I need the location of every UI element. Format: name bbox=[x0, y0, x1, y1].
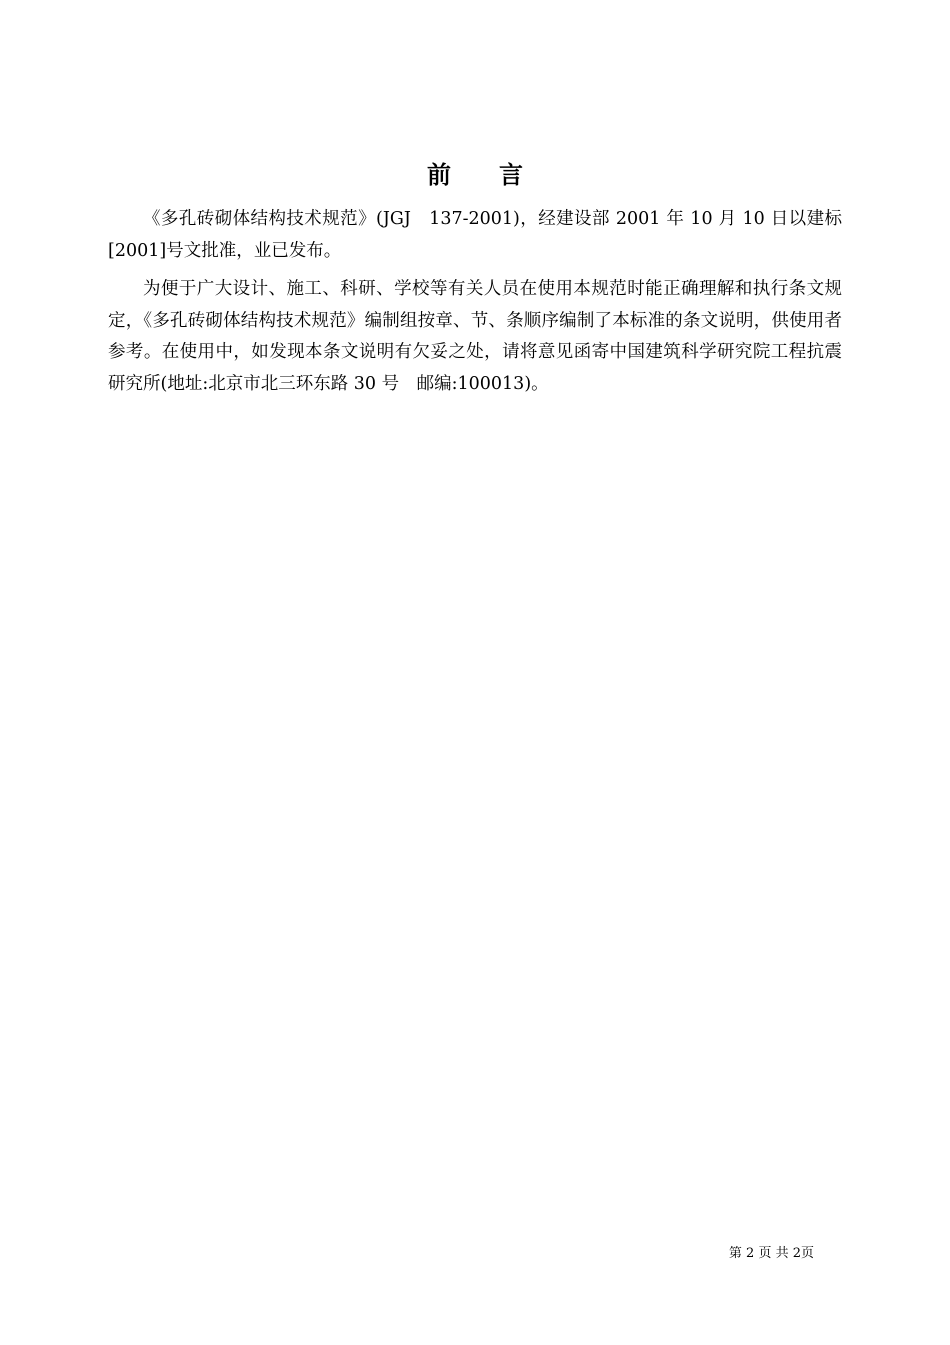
page-number-footer: 第 2 页 共 2页 bbox=[728, 1246, 814, 1261]
page-title: 前 言 bbox=[427, 160, 523, 189]
body-text bbox=[108, 204, 842, 407]
paragraph-2: 为便于广大设计、施工、科研、学校等有关人员在使用本规范时能正确理解和执行条文规定，《多孔砖砌体结构技术规范》编制组按章、节、条顺序编制了本标准的条文说明，供使用者参考。在使用中，如发现本条文说明有欠妥之处，请将意见函寄中国建筑科学研究院工程抗震研究所(地址:北京市北三环东路 30 号 邮编:100013)。 bbox=[108, 279, 842, 394]
paragraph-1: 《多孔砖砌体结构技术规范》(JGJ 137-2001)，经建设部 2001 年 10 月 10 日以建标[2001]号文批准，业已发布。 bbox=[108, 209, 842, 261]
